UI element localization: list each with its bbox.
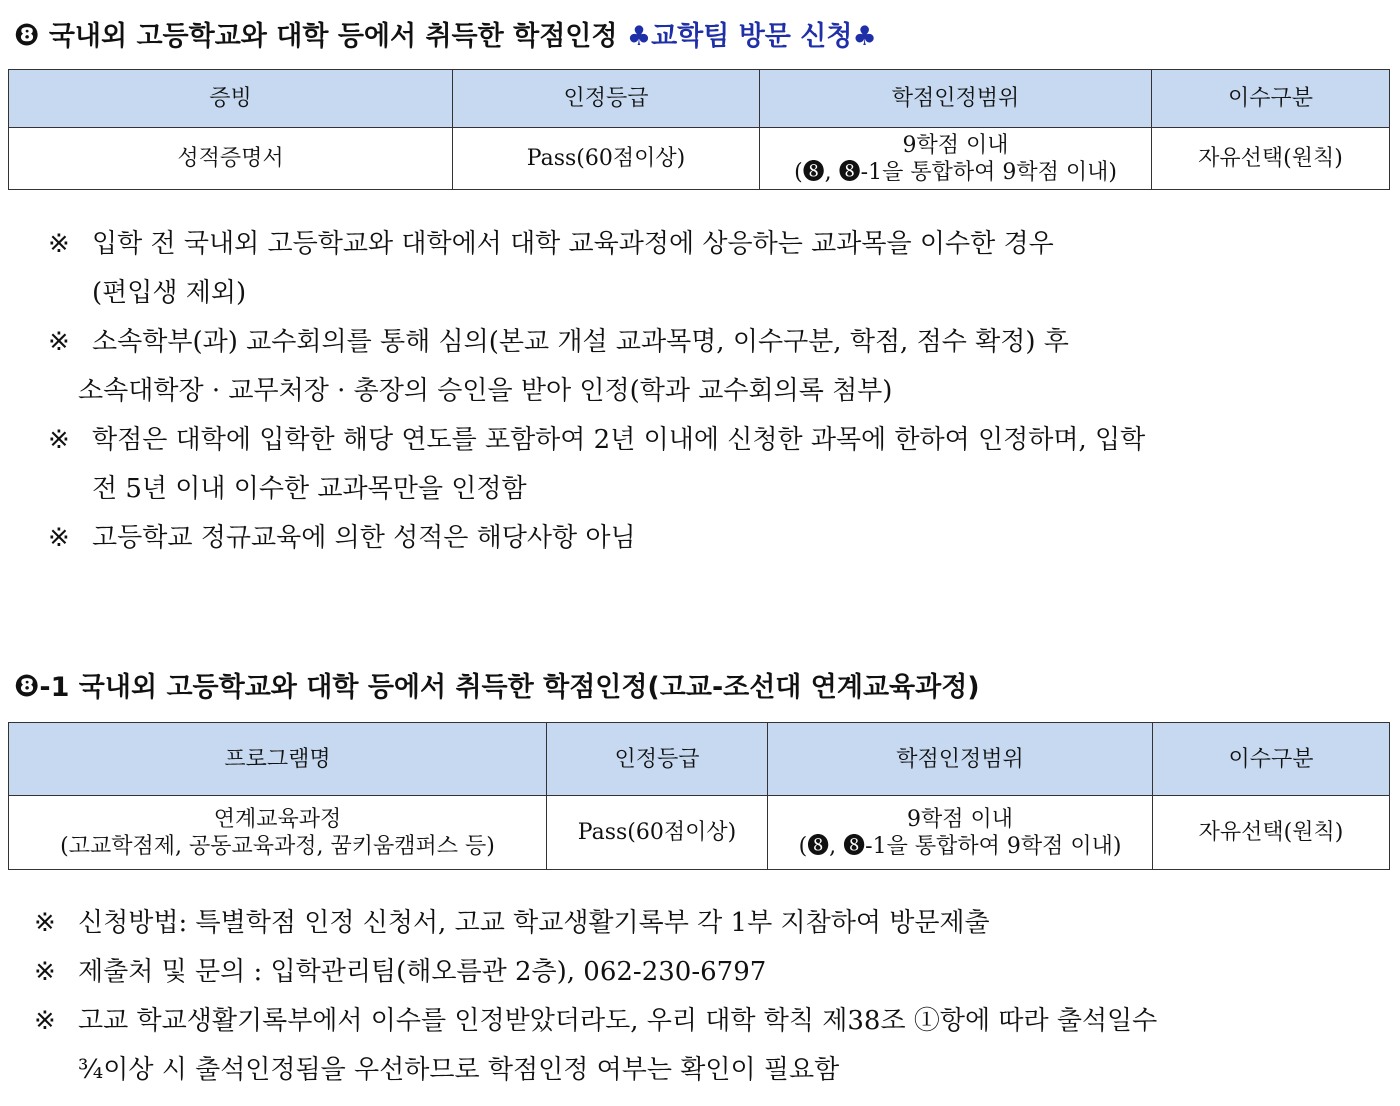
section-number: ❽	[14, 669, 40, 704]
section-number: ❽	[14, 18, 40, 53]
note-mark: ※	[48, 229, 70, 259]
note-mark: ※	[34, 1006, 56, 1036]
note-item	[48, 318, 1145, 367]
note-text: 고등학교 정규교육에 의한 성적은 해당사항 아님	[92, 523, 636, 553]
header-evidence: 증빙	[9, 70, 453, 128]
cell-range	[760, 128, 1152, 190]
club-icon: ♣	[626, 21, 652, 52]
header-range: 학점인정범위	[760, 70, 1152, 128]
note-continuation: 전 5년 이내 이수한 교과목만을 인정함	[92, 474, 527, 504]
notes-8-1	[34, 899, 1157, 1095]
note-item	[48, 514, 1145, 563]
header-program: 프로그램명	[9, 723, 547, 796]
section-8-heading	[14, 14, 877, 53]
cell-category: 자유선택(원칙)	[1153, 796, 1390, 870]
program-line-1: 연계교육과정	[213, 806, 342, 832]
note-text: 신청방법: 특별학점 인정 신청서, 고교 학교생활기록부 각 1부 지참하여 방문제출	[78, 908, 990, 938]
cell-range	[768, 796, 1153, 870]
section-title: -1 국내외 고등학교와 대학 등에서 취득한 학점인정(고교-조선대 연계교육과정)	[39, 672, 980, 703]
table-row	[9, 128, 1390, 190]
note-mark: ※	[34, 957, 56, 987]
note-item	[48, 416, 1145, 465]
cell-program	[9, 796, 547, 870]
header-category: 이수구분	[1152, 70, 1390, 128]
section-8-1-heading	[14, 665, 980, 704]
table-header-row	[9, 70, 1390, 128]
program-line-2: (고교학점제, 공동교육과정, 꿈키움캠퍼스 등)	[60, 833, 495, 859]
note-text: 입학 전 국내외 고등학교와 대학에서 대학 교육과정에 상응하는 교과목을 이수한 경우	[92, 229, 1054, 259]
note-continuation: (편입생 제외)	[92, 278, 247, 308]
note-text: 학점은 대학에 입학한 해당 연도를 포함하여 2년 이내에 신청한 과목에 한하여 인정하며, 입학	[92, 425, 1146, 455]
note-mark: ※	[48, 523, 70, 553]
notes-8	[48, 220, 1145, 563]
note-item	[34, 899, 1157, 948]
header-grade: 인정등급	[547, 723, 768, 796]
credit-table-8-1	[8, 722, 1390, 870]
visit-label: 교학팀 방문 신청	[651, 21, 853, 52]
cell-evidence: 성적증명서	[9, 128, 453, 190]
note-mark: ※	[34, 908, 56, 938]
note-continuation: 소속대학장 · 교무처장 · 총장의 승인을 받아 인정(학과 교수회의록 첨부)	[78, 376, 893, 406]
note-mark: ※	[48, 425, 70, 455]
note-mark: ※	[48, 327, 70, 357]
table-row	[9, 796, 1390, 870]
note-item	[48, 220, 1145, 269]
note-text: 고교 학교생활기록부에서 이수를 인정받았더라도, 우리 대학 학칙 제38조 ①항에 따라 출석일수	[78, 1006, 1158, 1036]
range-line-1: 9학점 이내	[902, 132, 1009, 158]
cell-grade: Pass(60점이상)	[547, 796, 768, 870]
note-item	[34, 997, 1157, 1046]
table-header-row	[9, 723, 1390, 796]
section-title: 국내외 고등학교와 대학 등에서 취득한 학점인정	[48, 21, 618, 52]
club-icon: ♣	[852, 21, 877, 52]
header-range: 학점인정범위	[768, 723, 1153, 796]
credit-table-8	[8, 69, 1390, 190]
range-line-1: 9학점 이내	[907, 806, 1013, 832]
range-line-2: (❽, ❽-1을 통합하여 9학점 이내)	[798, 833, 1122, 859]
cell-category: 자유선택(원칙)	[1152, 128, 1390, 190]
range-line-2: (❽, ❽-1을 통합하여 9학점 이내)	[794, 159, 1117, 185]
cell-grade: Pass(60점이상)	[453, 128, 760, 190]
header-grade: 인정등급	[453, 70, 760, 128]
note-continuation: ¾이상 시 출석인정됨을 우선하므로 학점인정 여부는 확인이 필요함	[78, 1055, 840, 1085]
header-category: 이수구분	[1153, 723, 1390, 796]
note-text: 소속학부(과) 교수회의를 통해 심의(본교 개설 교과목명, 이수구분, 학점, 점수 확정) 후	[92, 327, 1069, 357]
note-text: 제출처 및 문의 : 입학관리팀(해오름관 2층), 062-230-6797	[78, 957, 767, 987]
note-item	[34, 948, 1157, 997]
